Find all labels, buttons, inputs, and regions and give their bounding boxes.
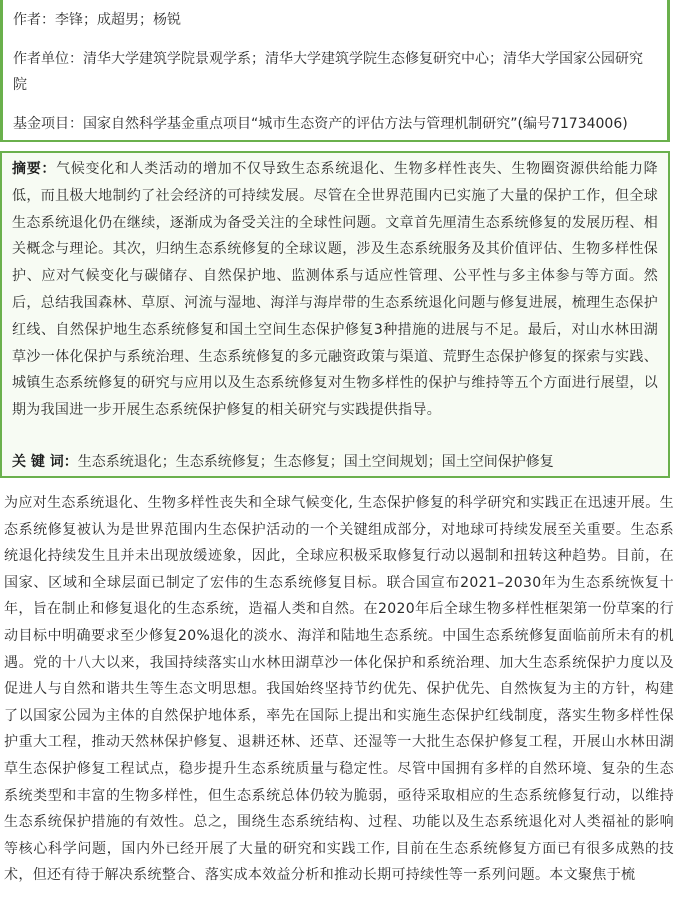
keywords: 生态系统退化；生态系统修复；生态修复；国土空间规划；国土空间保护修复	[77, 454, 554, 470]
fund-label: 基金项目：	[13, 116, 83, 132]
fund-line	[13, 111, 653, 137]
abstract-text: 气候变化和人类活动的增加不仅导致生态系统退化、生物多样性丧失、生物圈资源供给能力降低，而且极大地制约了社会经济的可持续发展。尽管在全世界范围内已实施了大量的保护工作，但全球生态系统退化仍在继续，逐渐成为备受关注的全球性问题。文章首先厘清生态系统修复的发展历程、相关概念与理论。其次，归纳生态系统修复的全球议题，涉及生态系统服务及其价值评估、生物多样性保护、应对气候变化与碳储存、自然保护地、监测体系与适应性管理、公平性与多主体参与等方面。然后，总结我国森林、草原、河流与湿地、海洋与海岸带的生态系统退化问题与修复进展，梳理生态保护红线、自然保护地生态系统修复和国土空间生态保护修复3种措施的进展与不足。最后，对山水林田湖草沙一体化保护与系统治理、生态系统修复的多元融资政策与渠道、荒野生态保护修复的探索与实践、城镇生态系统修复的研究与应用以及生态系统修复对生物多样性的保护与维持等五个方面进行展望，以期为我国进一步开展生态系统保护修复的相关研究与实践提供指导。	[12, 161, 658, 419]
affiliation: 清华大学建筑学院景观学系；清华大学建筑学院生态修复研究中心；清华大学国家公园研究院	[13, 51, 643, 93]
keywords-label: 关 键 词：	[12, 454, 78, 470]
authors-line	[13, 7, 653, 33]
authors: 李锋；成超男；杨锐	[55, 12, 181, 28]
abstract-box	[0, 151, 670, 478]
body-paragraph: 为应对生态系统退化、生物多样性丧失和全球气候变化, 生态保护修复的科学研究和实践正在迅速开展。生态系统修复被认为是世界范围内生态保护活动的一个关键组成部分，对地球可持续发展至关重要。生态系统退化持续发生且并未出现放缓迹象，因此，全球应积极采取修复行动以遏制和扭转这种趋势。目前，在国家、区域和全球层面已制定了宏伟的生态系统修复目标。联合国宣布2021–2030年为生态系统恢复十年，旨在制止和修复退化的生态系统，造福人类和自然。在2020年后全球生物多样性框架第一份草案的行动目标中明确要求至少修复20%退化的淡水、海洋和陆地生态系统。中国生态系统修复面临前所未有的机遇。党的十八大以来，我国持续落实山水林田湖草沙一体化保护和系统治理、加大生态系统保护力度以及促进人与自然和谐共生等生态文明思想。我国始终坚持节约优先、保护优先、自然恢复为主的方针，构建了以国家公园为主体的自然保护地体系，率先在国际上提出和实施生态保护红线制度，落实生物多样性保护重大工程，推动天然林保护修复、退耕还林、还草、还湿等一大批生态保护修复工程，开展山水林田湖草生态保护修复工程试点，稳步提升生态系统质量与稳定性。尽管中国拥有多样的自然环境、复杂的生态系统类型和丰富的生物多样性，但生态系统总体仍较为脆弱，亟待采取相应的生态系统修复行动，以维持生态系统保护措施的有效性。总之，围绕生态系统结构、过程、功能以及生态系统退化对人类福祉的影响等核心科学问题，国内外已经开展了大量的研究和实践工作, 目前在生态系统修复方面已有很多成熟的技术，但还有待于解决系统整合、落实成本效益分析和推动长期可持续性等一系列问题。本文聚焦于梳	[4, 495, 674, 884]
abstract	[12, 156, 658, 424]
fund: 国家自然科学基金重点项目“城市生态资产的评估方法与管理机制研究”(编号71734006)	[83, 116, 628, 132]
affiliation-line	[13, 46, 653, 98]
abstract-label: 摘要：	[12, 161, 57, 177]
affiliation-label: 作者单位：	[13, 51, 83, 67]
article-info-box	[0, 0, 670, 142]
keywords-line	[12, 451, 658, 473]
authors-label: 作者：	[13, 12, 55, 28]
